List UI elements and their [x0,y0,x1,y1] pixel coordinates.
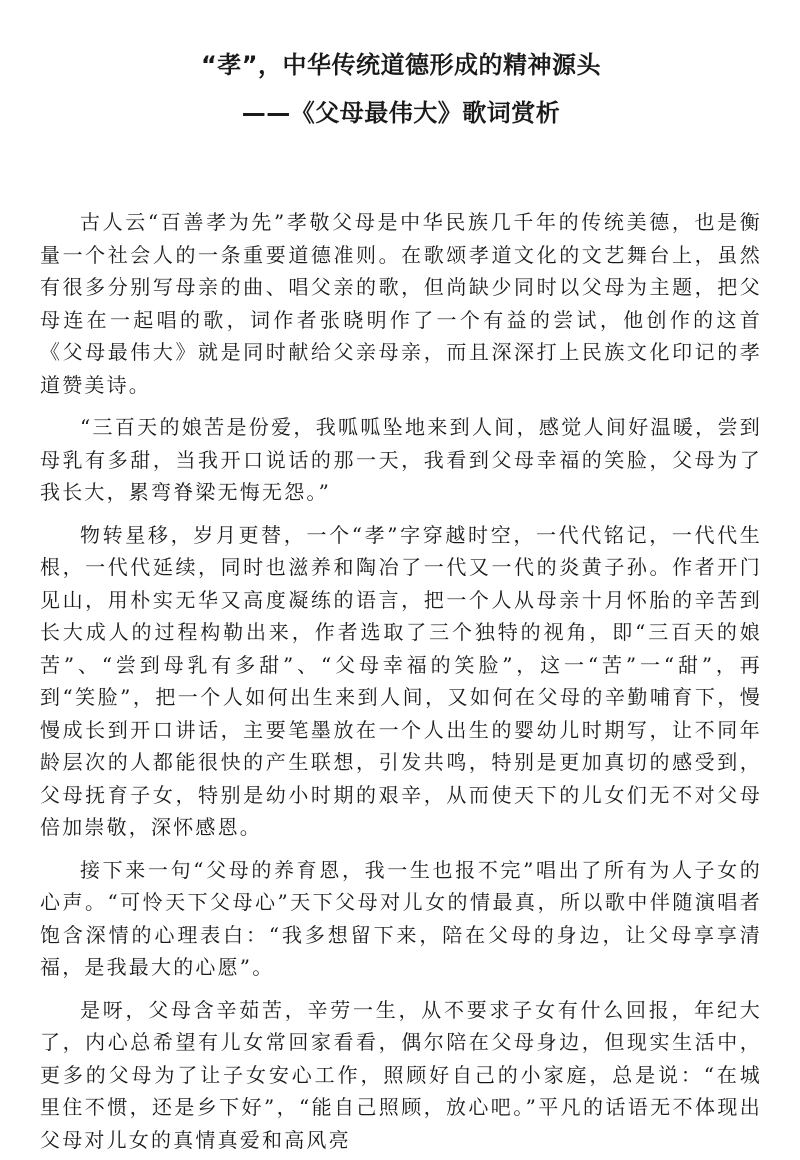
article-body [40,206,762,1156]
paragraph-3: 物转星移，岁月更替，一个“孝”字穿越时空，一代代铭记，一代代生根，一代代延续，同时也滋养和陶冶了一代又一代的炎黄子孙。作者开门见山，用朴实无华又高度凝练的语言，把一个人从母亲十月怀胎的辛苦到长大成人的过程构勒出来，作者选取了三个独特的视角，即“三百天的娘苦”、“尝到母乳有多甜”、“父母幸福的笑脸”，这一“苦”一“甜”，再到“笑脸”，把一个人如何出生来到人间，又如何在父母的辛勤哺育下，慢慢成长到开口讲话，主要笔墨放在一个人出生的婴幼儿时期写，让不同年龄层次的人都能很快的产生联想，引发共鸣，特别是更加真切的感受到，父母抚育子女，特别是幼小时期的艰辛，从而使天下的儿女们无不对父母倍加崇敬，深怀感恩。 [40,522,762,839]
paragraph-2: “三百天的娘苦是份爱，我呱呱坠地来到人间，感觉人间好温暖，尝到母乳有多甜，当我开口说话的那一天，我看到父母幸福的笑脸，父母为了我长大，累弯脊梁无悔无怨。” [40,415,762,504]
document-title: “孝”，中华传统道德形成的精神源头 [200,51,602,79]
paragraph-1: 古人云“百善孝为先”孝敬父母是中华民族几千年的传统美德，也是衡量一个社会人的一条重要道德准则。在歌颂孝道文化的文艺舞台上，虽然有很多分别写母亲的曲、唱父亲的歌，但尚缺少同时以父母为主题，把父母连在一起唱的歌，词作者张晓明作了一个有益的尝试，他创作的这首《父母最伟大》就是同时献给父亲母亲，而且深深打上民族文化印记的孝道赞美诗。 [40,210,762,397]
paragraph-5: 是呀，父母含辛茹苦，辛劳一生，从不要求子女有什么回报，年纪大了，内心总希望有儿女常回家看看，偶尔陪在父母身边，但现实生活中，更多的父母为了让子女安心工作，照顾好自己的小家庭，总是说：“在城里住不惯，还是乡下好”，“能自己照顾，放心吧。”平凡的话语无不体现出父母对儿女的真情真爱和高风亮 [40,997,762,1152]
paragraph-4: 接下来一句“父母的养育恩，我一生也报不完”唱出了所有为人子女的心声。“可怜天下父母心”天下父母对儿女的情最真，所以歌中伴随演唱者饱含深情的心理表白：“我多想留下来，陪在父母的身边，让父母享享清福，是我最大的心愿”。 [40,857,762,979]
document-subtitle: ——《父母最伟大》歌词赏析 [241,99,561,127]
